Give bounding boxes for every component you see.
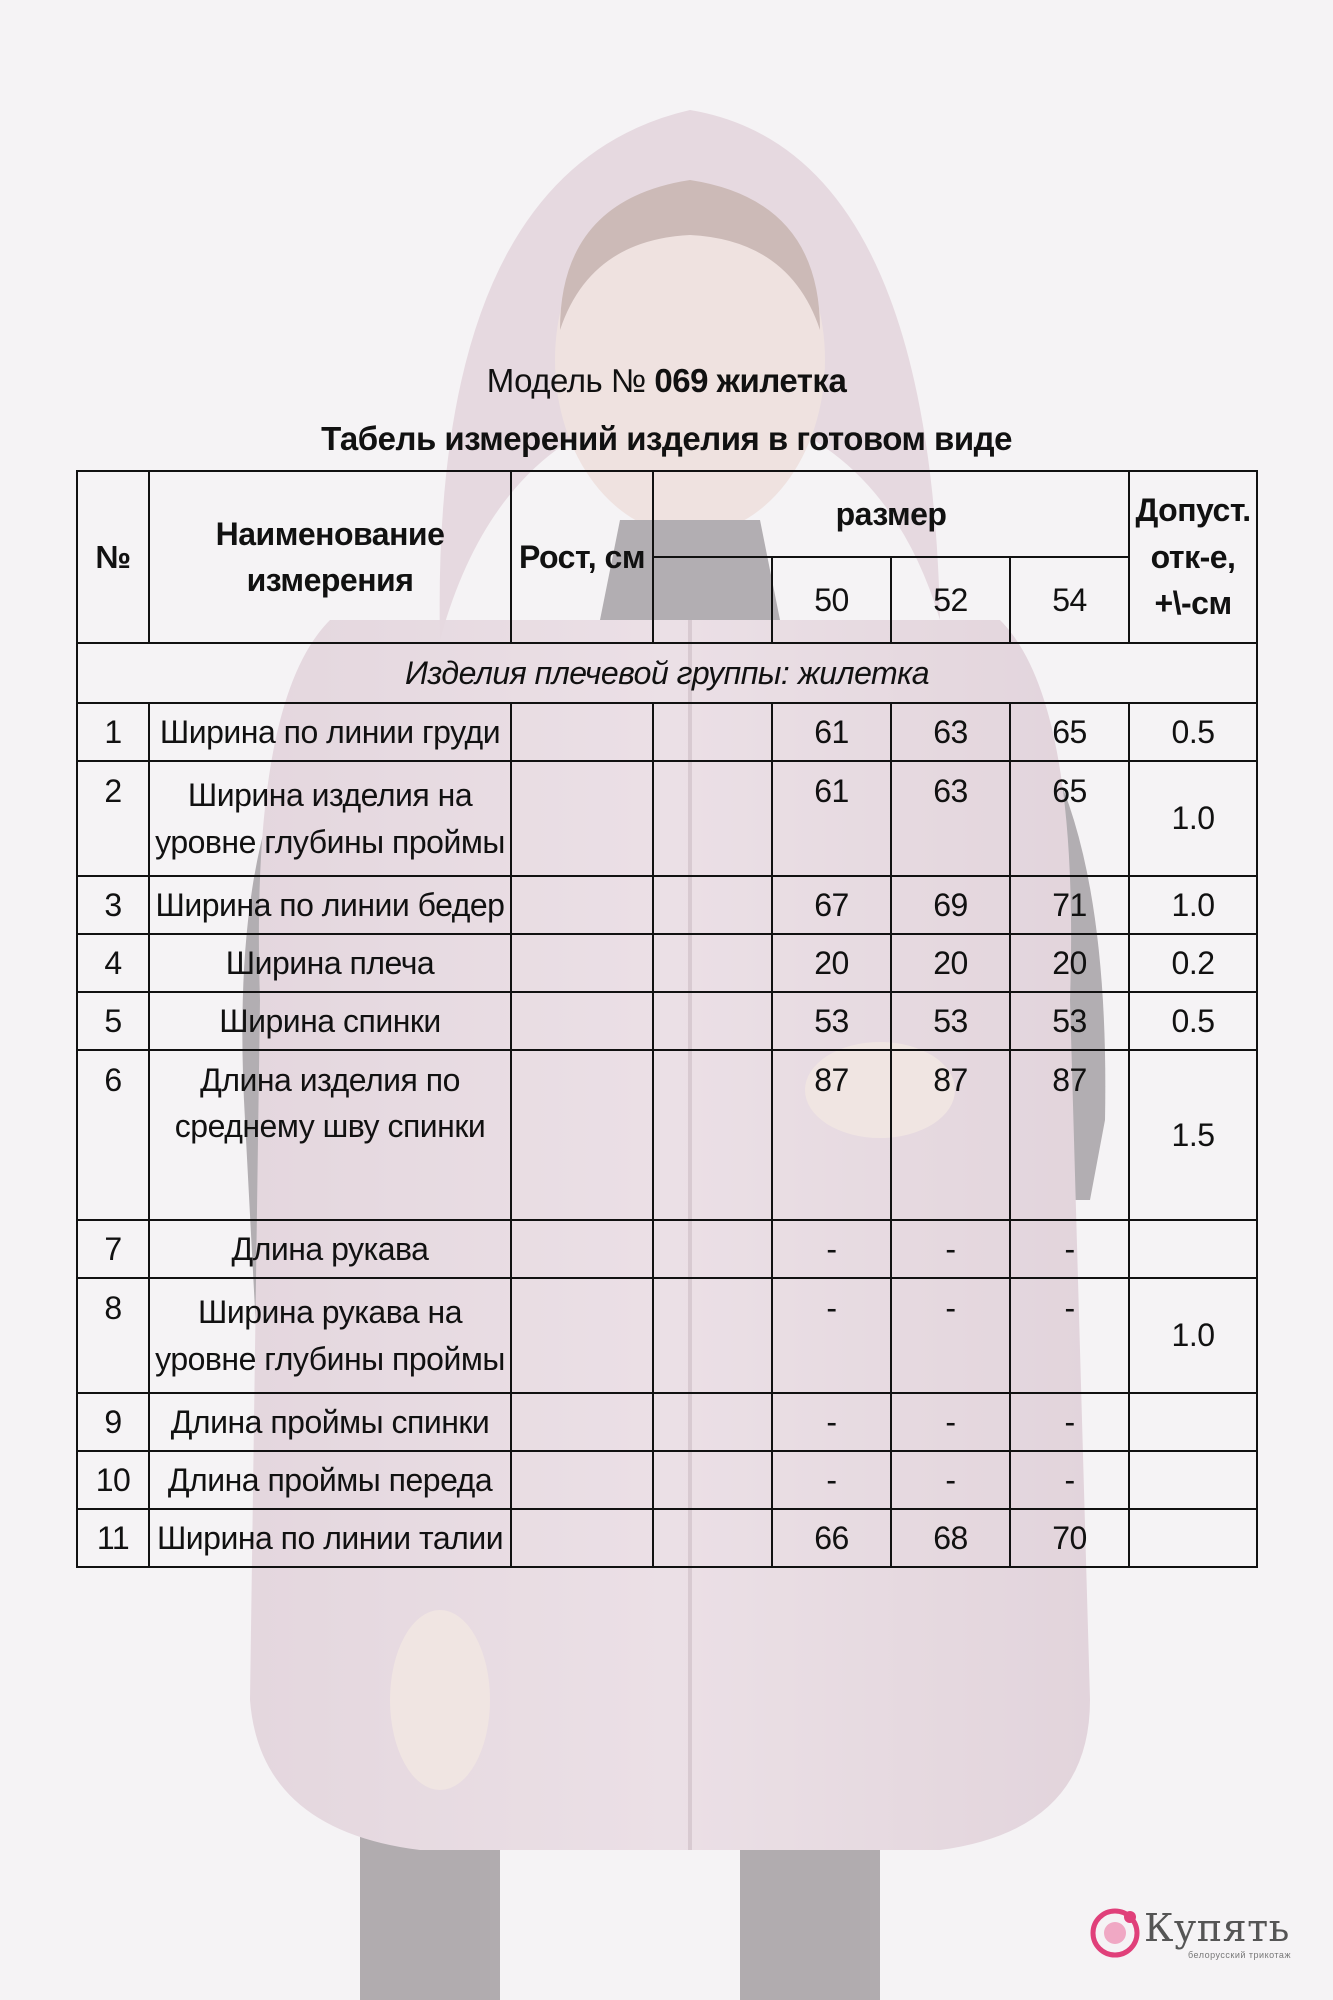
row-v52: 20 bbox=[891, 934, 1010, 992]
row-name: Длина изделия по среднему шву спинки bbox=[149, 1050, 511, 1220]
row-num: 8 bbox=[77, 1278, 149, 1393]
col-num-header: № bbox=[77, 471, 149, 643]
row-v50: 61 bbox=[772, 703, 891, 761]
row-height bbox=[511, 761, 653, 876]
row-num: 11 bbox=[77, 1509, 149, 1567]
col-tol-header: Допуст. отк-е, +\-см bbox=[1129, 471, 1257, 643]
table-row bbox=[77, 1278, 1257, 1393]
row-tol bbox=[1129, 1451, 1257, 1509]
row-blank bbox=[653, 703, 772, 761]
row-v50: 67 bbox=[772, 876, 891, 934]
row-v50: 87 bbox=[772, 1050, 891, 1220]
row-tol bbox=[1129, 1393, 1257, 1451]
row-name: Ширина рукава на уровне глубины проймы bbox=[149, 1278, 511, 1393]
row-height bbox=[511, 1278, 653, 1393]
row-v54: - bbox=[1010, 1393, 1129, 1451]
row-v54: 20 bbox=[1010, 934, 1129, 992]
row-v52: - bbox=[891, 1220, 1010, 1278]
row-v52: 68 bbox=[891, 1509, 1010, 1567]
table-row bbox=[77, 1393, 1257, 1451]
row-name: Ширина плеча bbox=[149, 934, 511, 992]
table-row bbox=[77, 1220, 1257, 1278]
row-v50: - bbox=[772, 1220, 891, 1278]
row-blank bbox=[653, 934, 772, 992]
row-v54: 65 bbox=[1010, 761, 1129, 876]
row-v54: - bbox=[1010, 1278, 1129, 1393]
col-name-header: Наименование измерения bbox=[149, 471, 511, 643]
row-tol: 1.0 bbox=[1129, 1278, 1257, 1393]
row-v52: - bbox=[891, 1451, 1010, 1509]
table-row bbox=[77, 934, 1257, 992]
table-row bbox=[77, 703, 1257, 761]
row-num: 5 bbox=[77, 992, 149, 1050]
row-name: Длина проймы спинки bbox=[149, 1393, 511, 1451]
row-tol: 1.5 bbox=[1129, 1050, 1257, 1220]
table-row bbox=[77, 876, 1257, 934]
brand-tagline: белорусский трикотаж bbox=[1188, 1950, 1291, 1960]
row-v54: - bbox=[1010, 1220, 1129, 1278]
row-tol: 0.5 bbox=[1129, 703, 1257, 761]
table-subtitle: Табель измерений изделия в готовом виде bbox=[321, 420, 1012, 457]
group-label: Изделия плечевой группы: жилетка bbox=[77, 643, 1257, 703]
row-v50: 61 bbox=[772, 761, 891, 876]
row-blank bbox=[653, 876, 772, 934]
row-name: Ширина изделия на уровне глубины проймы bbox=[149, 761, 511, 876]
row-v52: 53 bbox=[891, 992, 1010, 1050]
size-54: 54 bbox=[1010, 557, 1129, 643]
row-name: Ширина по линии бедер bbox=[149, 876, 511, 934]
row-name: Ширина спинки bbox=[149, 992, 511, 1050]
row-v52: 87 bbox=[891, 1050, 1010, 1220]
row-blank bbox=[653, 1220, 772, 1278]
row-height bbox=[511, 703, 653, 761]
row-height bbox=[511, 934, 653, 992]
row-v54: 65 bbox=[1010, 703, 1129, 761]
row-v54: 53 bbox=[1010, 992, 1129, 1050]
row-tol: 0.5 bbox=[1129, 992, 1257, 1050]
size-50: 50 bbox=[772, 557, 891, 643]
row-name: Ширина по линии талии bbox=[149, 1509, 511, 1567]
row-name: Ширина по линии груди bbox=[149, 703, 511, 761]
row-v54: - bbox=[1010, 1451, 1129, 1509]
row-v50: 53 bbox=[772, 992, 891, 1050]
row-v54: 71 bbox=[1010, 876, 1129, 934]
row-blank bbox=[653, 992, 772, 1050]
row-height bbox=[511, 876, 653, 934]
row-v50: 20 bbox=[772, 934, 891, 992]
row-height bbox=[511, 1393, 653, 1451]
row-v52: - bbox=[891, 1278, 1010, 1393]
row-num: 2 bbox=[77, 761, 149, 876]
row-name: Длина рукава bbox=[149, 1220, 511, 1278]
row-tol: 1.0 bbox=[1129, 761, 1257, 876]
row-blank bbox=[653, 1451, 772, 1509]
row-blank bbox=[653, 1278, 772, 1393]
row-tol bbox=[1129, 1220, 1257, 1278]
table-row bbox=[77, 1451, 1257, 1509]
row-height bbox=[511, 1509, 653, 1567]
row-v52: 63 bbox=[891, 703, 1010, 761]
row-tol: 0.2 bbox=[1129, 934, 1257, 992]
row-num: 4 bbox=[77, 934, 149, 992]
brand-logo bbox=[1090, 1898, 1300, 1968]
row-v54: 70 bbox=[1010, 1509, 1129, 1567]
row-v50: - bbox=[772, 1451, 891, 1509]
size-52: 52 bbox=[891, 557, 1010, 643]
row-num: 9 bbox=[77, 1393, 149, 1451]
row-v52: 63 bbox=[891, 761, 1010, 876]
brand-mark-icon bbox=[1090, 1908, 1140, 1958]
row-num: 7 bbox=[77, 1220, 149, 1278]
table-row bbox=[77, 761, 1257, 876]
row-height bbox=[511, 1050, 653, 1220]
row-height bbox=[511, 992, 653, 1050]
row-tol: 1.0 bbox=[1129, 876, 1257, 934]
col-height-header: Рост, см bbox=[511, 471, 653, 643]
row-num: 6 bbox=[77, 1050, 149, 1220]
row-num: 1 bbox=[77, 703, 149, 761]
row-tol bbox=[1129, 1509, 1257, 1567]
row-v50: 66 bbox=[772, 1509, 891, 1567]
row-blank bbox=[653, 1050, 772, 1220]
row-num: 3 bbox=[77, 876, 149, 934]
measurement-table bbox=[76, 470, 1258, 1568]
size-blank bbox=[653, 557, 772, 643]
row-height bbox=[511, 1451, 653, 1509]
table-row bbox=[77, 1509, 1257, 1567]
col-size-header: размер bbox=[653, 471, 1129, 557]
row-height bbox=[511, 1220, 653, 1278]
row-name: Длина проймы переда bbox=[149, 1451, 511, 1509]
row-v52: 69 bbox=[891, 876, 1010, 934]
row-blank bbox=[653, 1393, 772, 1451]
brand-name: Купять bbox=[1144, 1906, 1290, 1950]
model-title bbox=[0, 362, 1333, 400]
row-num: 10 bbox=[77, 1451, 149, 1509]
row-blank bbox=[653, 761, 772, 876]
row-v50: - bbox=[772, 1278, 891, 1393]
table-row bbox=[77, 1050, 1257, 1220]
row-blank bbox=[653, 1509, 772, 1567]
table-row bbox=[77, 992, 1257, 1050]
model-name: 069 жилетка bbox=[654, 362, 847, 399]
model-prefix: Модель № bbox=[486, 362, 646, 399]
row-v52: - bbox=[891, 1393, 1010, 1451]
row-v50: - bbox=[772, 1393, 891, 1451]
row-v54: 87 bbox=[1010, 1050, 1129, 1220]
